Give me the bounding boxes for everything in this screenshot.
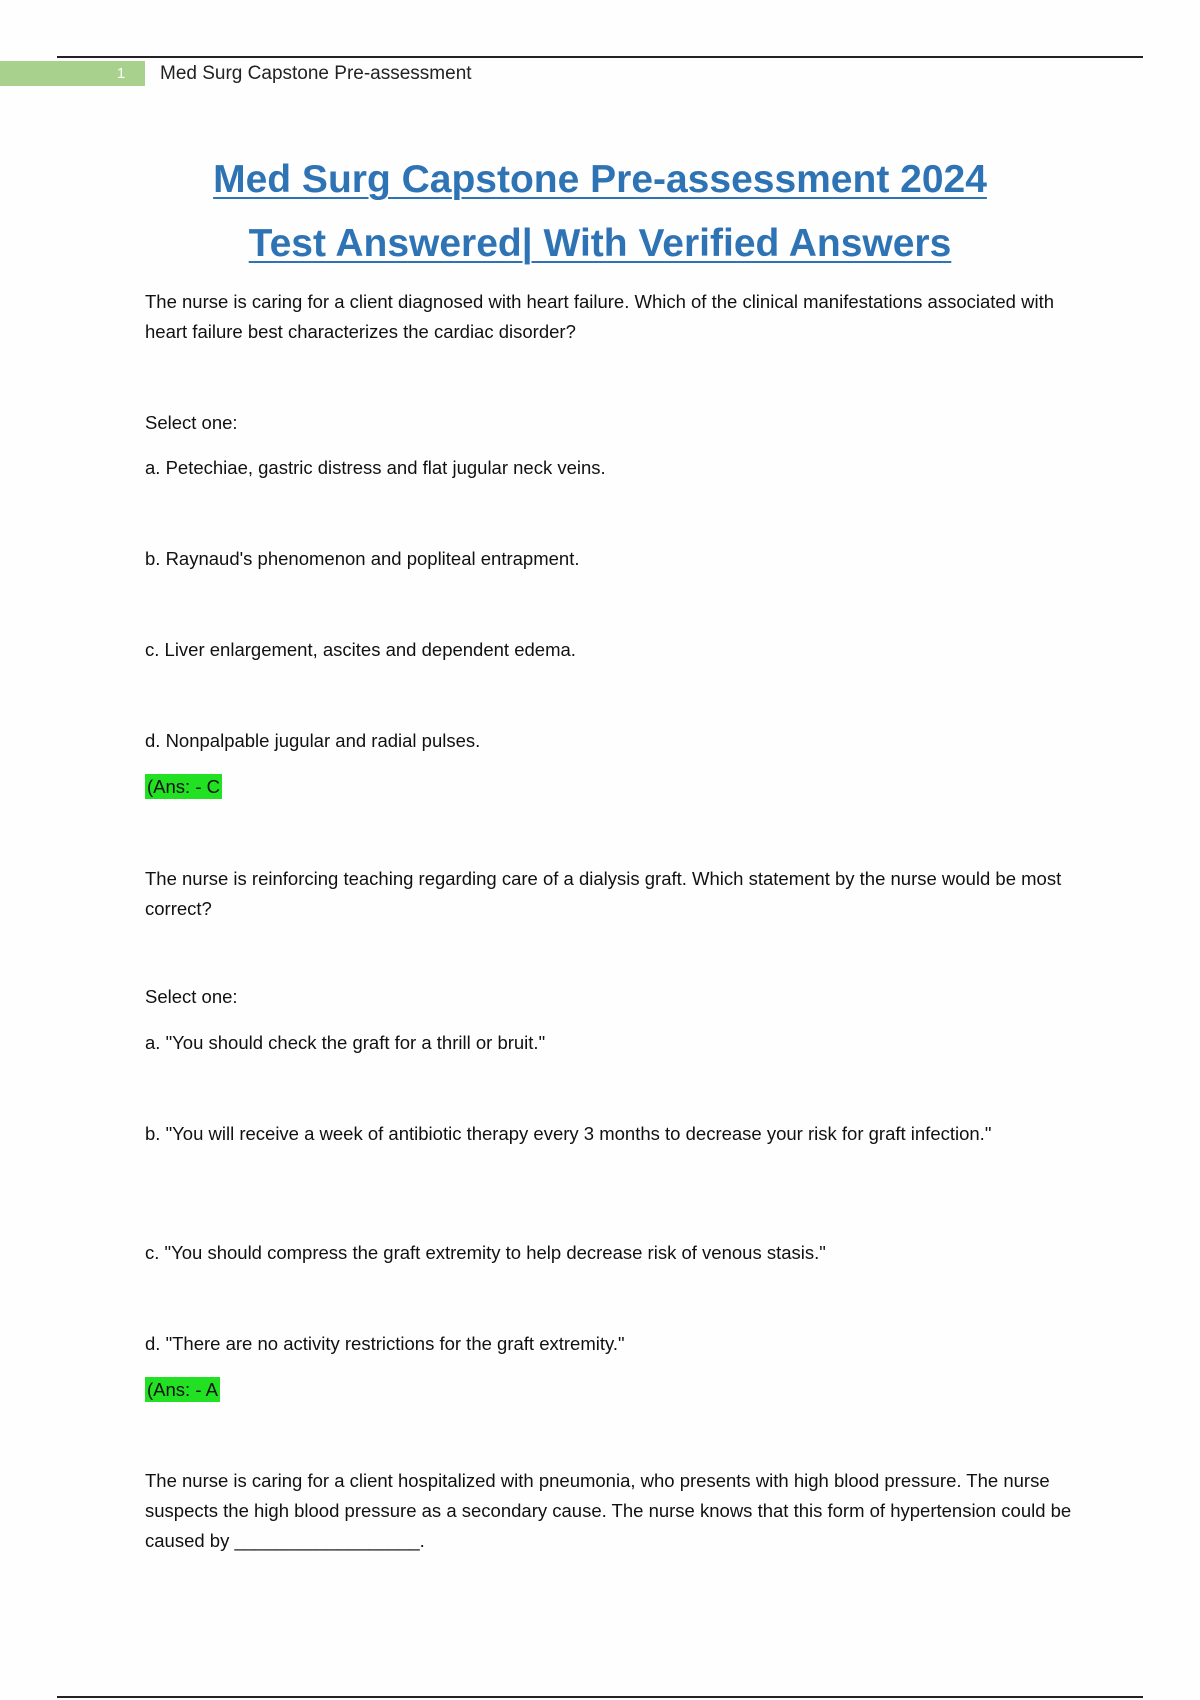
- question-2-option-c: c. "You should compress the graft extremity to help decrease risk of venous stasis.": [145, 1242, 826, 1263]
- question-1-option-a: a. Petechiae, gastric distress and flat jugular neck veins.: [145, 457, 606, 478]
- question-2-select-label: Select one:: [145, 986, 238, 1007]
- question-2-text: The nurse is reinforcing teaching regarding care of a dialysis graft. Which statement by the nurse would be most correct?: [145, 868, 1062, 919]
- question-1-option-d: d. Nonpalpable jugular and radial pulses.: [145, 730, 481, 751]
- question-2-option-a: a. "You should check the graft for a thrill or bruit.": [145, 1032, 546, 1053]
- question-3-text: The nurse is caring for a client hospitalized with pneumonia, who presents with high blood pressure. The nurse suspects the high blood pressure as a secondary cause. The nurse knows that this form of hypertension could be caused by __________________.: [145, 1470, 1072, 1551]
- question-2-answer: [145, 1375, 1065, 1405]
- question-1-answer: [145, 772, 1065, 802]
- question-1-text: The nurse is caring for a client diagnosed with heart failure. Which of the clinical manifestations associated with heart failure best characterizes the cardiac disorder?: [145, 291, 1055, 342]
- question-1-select-label: Select one:: [145, 412, 238, 433]
- title-line-1: Med Surg Capstone Pre-assessment 2024: [213, 158, 987, 201]
- title-line-2: Test Answered| With Verified Answers: [248, 222, 952, 265]
- page-number-tab: [0, 61, 145, 86]
- answer-highlight: (Ans: - C: [147, 776, 220, 797]
- question-1-option-c: c. Liver enlargement, ascites and dependent edema.: [145, 639, 576, 660]
- page-number: 1: [116, 65, 126, 82]
- question-2-option-b: b. "You will receive a week of antibiotic therapy every 3 months to decrease your risk for graft infection.": [145, 1123, 992, 1144]
- document-title: [120, 148, 1080, 276]
- answer-highlight: (Ans: - A: [147, 1379, 218, 1400]
- header-rule: [57, 56, 1143, 58]
- question-1-option-b: b. Raynaud's phenomenon and popliteal entrapment.: [145, 548, 580, 569]
- question-2-option-d: d. "There are no activity restrictions for the graft extremity.": [145, 1333, 625, 1354]
- footer-rule: [57, 1696, 1143, 1698]
- running-title: Med Surg Capstone Pre-assessment: [160, 63, 472, 84]
